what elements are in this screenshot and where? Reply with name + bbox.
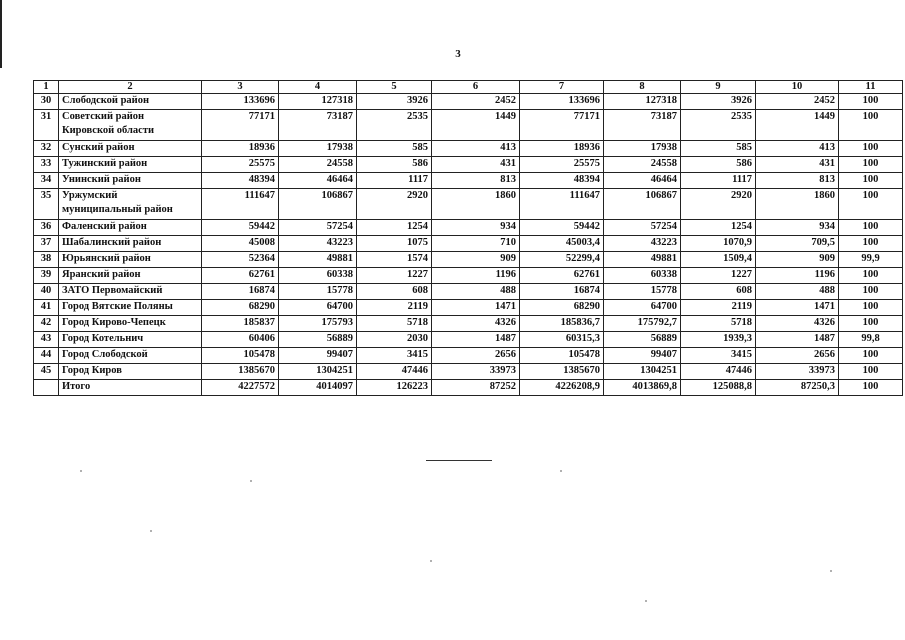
percent-cell: 100 [839, 110, 903, 141]
value-cell: 710 [432, 236, 520, 252]
scan-speck [80, 470, 82, 472]
value-cell: 99407 [279, 348, 357, 364]
value-cell: 813 [432, 173, 520, 189]
row-number-cell: 36 [34, 220, 59, 236]
value-cell: 45003,4 [520, 236, 604, 252]
value-cell: 1304251 [279, 364, 357, 380]
value-cell: 934 [756, 220, 839, 236]
percent-cell: 100 [839, 268, 903, 284]
value-cell: 52364 [202, 252, 279, 268]
value-cell: 2920 [681, 189, 756, 220]
table-row [34, 173, 903, 189]
value-cell: 431 [756, 157, 839, 173]
percent-cell: 100 [839, 141, 903, 157]
value-cell: 1487 [432, 332, 520, 348]
value-cell: 909 [432, 252, 520, 268]
value-cell: 1254 [357, 220, 432, 236]
value-cell: 33973 [432, 364, 520, 380]
column-header: 11 [839, 81, 903, 94]
row-number-cell: 31 [34, 110, 59, 141]
column-header: 1 [34, 81, 59, 94]
value-cell: 49881 [279, 252, 357, 268]
value-cell: 4014097 [279, 380, 357, 396]
value-cell: 909 [756, 252, 839, 268]
value-cell: 127318 [604, 94, 681, 110]
table-row [34, 316, 903, 332]
value-cell: 18936 [520, 141, 604, 157]
row-number-cell: 39 [34, 268, 59, 284]
percent-cell: 99,9 [839, 252, 903, 268]
value-cell: 934 [432, 220, 520, 236]
value-cell: 1860 [756, 189, 839, 220]
value-cell: 62761 [202, 268, 279, 284]
percent-cell: 100 [839, 94, 903, 110]
value-cell: 111647 [520, 189, 604, 220]
value-cell: 48394 [520, 173, 604, 189]
column-header: 9 [681, 81, 756, 94]
value-cell: 3926 [357, 94, 432, 110]
value-cell: 16874 [520, 284, 604, 300]
row-number-cell: 32 [34, 141, 59, 157]
value-cell: 4326 [432, 316, 520, 332]
percent-cell: 100 [839, 380, 903, 396]
table-row [34, 94, 903, 110]
percent-cell: 100 [839, 316, 903, 332]
value-cell: 43223 [279, 236, 357, 252]
percent-cell: 100 [839, 189, 903, 220]
district-name-cell: Город Киров [59, 364, 202, 380]
scan-speck [645, 600, 647, 602]
value-cell: 105478 [202, 348, 279, 364]
value-cell: 105478 [520, 348, 604, 364]
value-cell: 126223 [357, 380, 432, 396]
value-cell: 585 [357, 141, 432, 157]
header-row [34, 81, 903, 94]
district-name-cell: Фаленский район [59, 220, 202, 236]
table-row [34, 110, 903, 141]
value-cell: 56889 [279, 332, 357, 348]
row-number-cell: 40 [34, 284, 59, 300]
row-number-cell: 42 [34, 316, 59, 332]
row-number-cell: 38 [34, 252, 59, 268]
district-name-cell: Город Кирово-Чепецк [59, 316, 202, 332]
percent-cell: 100 [839, 157, 903, 173]
data-table [33, 80, 903, 396]
value-cell: 2656 [756, 348, 839, 364]
value-cell: 17938 [604, 141, 681, 157]
row-number-cell: 30 [34, 94, 59, 110]
district-name-cell: Город Котельнич [59, 332, 202, 348]
value-cell: 586 [357, 157, 432, 173]
value-cell: 4227572 [202, 380, 279, 396]
value-cell: 1449 [756, 110, 839, 141]
table-row [34, 284, 903, 300]
value-cell: 15778 [604, 284, 681, 300]
value-cell: 1860 [432, 189, 520, 220]
value-cell: 77171 [520, 110, 604, 141]
footer-divider [426, 460, 492, 461]
value-cell: 2119 [357, 300, 432, 316]
value-cell: 413 [756, 141, 839, 157]
value-cell: 24558 [279, 157, 357, 173]
column-header: 2 [59, 81, 202, 94]
value-cell: 1117 [357, 173, 432, 189]
value-cell: 16874 [202, 284, 279, 300]
value-cell: 73187 [604, 110, 681, 141]
table-row [34, 141, 903, 157]
district-name-cell: Советский район Кировской области [59, 110, 202, 141]
value-cell: 175793 [279, 316, 357, 332]
value-cell: 3415 [357, 348, 432, 364]
value-cell: 60338 [279, 268, 357, 284]
value-cell: 585 [681, 141, 756, 157]
district-name-cell: Шабалинский район [59, 236, 202, 252]
value-cell: 2452 [756, 94, 839, 110]
value-cell: 1471 [432, 300, 520, 316]
value-cell: 45008 [202, 236, 279, 252]
value-cell: 25575 [202, 157, 279, 173]
percent-cell: 100 [839, 300, 903, 316]
table-row [34, 364, 903, 380]
district-name-cell: Юрьянский район [59, 252, 202, 268]
value-cell: 185836,7 [520, 316, 604, 332]
scan-speck [830, 570, 832, 572]
value-cell: 68290 [202, 300, 279, 316]
value-cell: 47446 [357, 364, 432, 380]
column-header: 10 [756, 81, 839, 94]
value-cell: 60338 [604, 268, 681, 284]
value-cell: 2030 [357, 332, 432, 348]
value-cell: 52299,4 [520, 252, 604, 268]
value-cell: 87252 [432, 380, 520, 396]
value-cell: 488 [432, 284, 520, 300]
value-cell: 48394 [202, 173, 279, 189]
value-cell: 106867 [604, 189, 681, 220]
percent-cell: 100 [839, 220, 903, 236]
value-cell: 111647 [202, 189, 279, 220]
table-row [34, 268, 903, 284]
value-cell: 1487 [756, 332, 839, 348]
district-name-cell: ЗАТО Первомайский [59, 284, 202, 300]
district-name-cell: Уржумский муниципальный район [59, 189, 202, 220]
district-name-cell: Яранский район [59, 268, 202, 284]
value-cell: 133696 [520, 94, 604, 110]
value-cell: 77171 [202, 110, 279, 141]
value-cell: 1449 [432, 110, 520, 141]
row-number-cell: 35 [34, 189, 59, 220]
table-row [34, 300, 903, 316]
percent-cell: 100 [839, 348, 903, 364]
district-name-cell: Итого [59, 380, 202, 396]
scan-speck [560, 470, 562, 472]
value-cell: 2920 [357, 189, 432, 220]
value-cell: 64700 [279, 300, 357, 316]
value-cell: 64700 [604, 300, 681, 316]
value-cell: 59442 [520, 220, 604, 236]
value-cell: 4013869,8 [604, 380, 681, 396]
value-cell: 62761 [520, 268, 604, 284]
percent-cell: 100 [839, 284, 903, 300]
percent-cell: 99,8 [839, 332, 903, 348]
district-name-cell: Тужинский район [59, 157, 202, 173]
value-cell: 99407 [604, 348, 681, 364]
value-cell: 46464 [604, 173, 681, 189]
value-cell: 3415 [681, 348, 756, 364]
value-cell: 5718 [357, 316, 432, 332]
value-cell: 5718 [681, 316, 756, 332]
district-name-cell: Город Слободской [59, 348, 202, 364]
value-cell: 2452 [432, 94, 520, 110]
value-cell: 60315,3 [520, 332, 604, 348]
row-number-cell: 33 [34, 157, 59, 173]
scan-speck [430, 560, 432, 562]
value-cell: 1304251 [604, 364, 681, 380]
value-cell: 3926 [681, 94, 756, 110]
value-cell: 60406 [202, 332, 279, 348]
value-cell: 17938 [279, 141, 357, 157]
value-cell: 59442 [202, 220, 279, 236]
value-cell: 33973 [756, 364, 839, 380]
value-cell: 25575 [520, 157, 604, 173]
row-number-cell: 37 [34, 236, 59, 252]
value-cell: 4226208,9 [520, 380, 604, 396]
table-row [34, 252, 903, 268]
value-cell: 56889 [604, 332, 681, 348]
table-row [34, 380, 903, 396]
row-number-cell: 41 [34, 300, 59, 316]
value-cell: 1227 [681, 268, 756, 284]
column-header: 8 [604, 81, 681, 94]
value-cell: 1574 [357, 252, 432, 268]
row-number-cell: 43 [34, 332, 59, 348]
value-cell: 106867 [279, 189, 357, 220]
table-row [34, 157, 903, 173]
scan-edge-mark [0, 0, 2, 68]
percent-cell: 100 [839, 236, 903, 252]
value-cell: 57254 [279, 220, 357, 236]
value-cell: 15778 [279, 284, 357, 300]
column-header: 7 [520, 81, 604, 94]
value-cell: 125088,8 [681, 380, 756, 396]
value-cell: 4326 [756, 316, 839, 332]
value-cell: 73187 [279, 110, 357, 141]
value-cell: 1196 [756, 268, 839, 284]
table-row [34, 236, 903, 252]
percent-cell: 100 [839, 364, 903, 380]
value-cell: 1385670 [520, 364, 604, 380]
column-header: 6 [432, 81, 520, 94]
value-cell: 1509,4 [681, 252, 756, 268]
value-cell: 2656 [432, 348, 520, 364]
row-number-cell [34, 380, 59, 396]
value-cell: 586 [681, 157, 756, 173]
value-cell: 43223 [604, 236, 681, 252]
row-number-cell: 45 [34, 364, 59, 380]
table-row [34, 189, 903, 220]
column-header: 5 [357, 81, 432, 94]
value-cell: 608 [357, 284, 432, 300]
value-cell: 47446 [681, 364, 756, 380]
table-row [34, 332, 903, 348]
district-name-cell: Город Вятские Поляны [59, 300, 202, 316]
table-row [34, 220, 903, 236]
value-cell: 133696 [202, 94, 279, 110]
value-cell: 431 [432, 157, 520, 173]
value-cell: 57254 [604, 220, 681, 236]
value-cell: 1227 [357, 268, 432, 284]
value-cell: 175792,7 [604, 316, 681, 332]
value-cell: 709,5 [756, 236, 839, 252]
column-header: 4 [279, 81, 357, 94]
percent-cell: 100 [839, 173, 903, 189]
value-cell: 2535 [357, 110, 432, 141]
value-cell: 1471 [756, 300, 839, 316]
table-row [34, 348, 903, 364]
value-cell: 1254 [681, 220, 756, 236]
district-name-cell: Сунский район [59, 141, 202, 157]
value-cell: 185837 [202, 316, 279, 332]
value-cell: 413 [432, 141, 520, 157]
value-cell: 46464 [279, 173, 357, 189]
value-cell: 49881 [604, 252, 681, 268]
district-name-cell: Унинский район [59, 173, 202, 189]
scan-speck [150, 530, 152, 532]
value-cell: 87250,3 [756, 380, 839, 396]
row-number-cell: 44 [34, 348, 59, 364]
row-number-cell: 34 [34, 173, 59, 189]
value-cell: 127318 [279, 94, 357, 110]
value-cell: 18936 [202, 141, 279, 157]
value-cell: 24558 [604, 157, 681, 173]
value-cell: 1070,9 [681, 236, 756, 252]
value-cell: 68290 [520, 300, 604, 316]
value-cell: 1117 [681, 173, 756, 189]
value-cell: 1075 [357, 236, 432, 252]
district-name-cell: Слободской район [59, 94, 202, 110]
value-cell: 2535 [681, 110, 756, 141]
value-cell: 608 [681, 284, 756, 300]
value-cell: 1385670 [202, 364, 279, 380]
value-cell: 1939,3 [681, 332, 756, 348]
value-cell: 813 [756, 173, 839, 189]
column-header: 3 [202, 81, 279, 94]
value-cell: 488 [756, 284, 839, 300]
value-cell: 2119 [681, 300, 756, 316]
scan-speck [250, 480, 252, 482]
value-cell: 1196 [432, 268, 520, 284]
page-number: 3 [455, 48, 461, 60]
